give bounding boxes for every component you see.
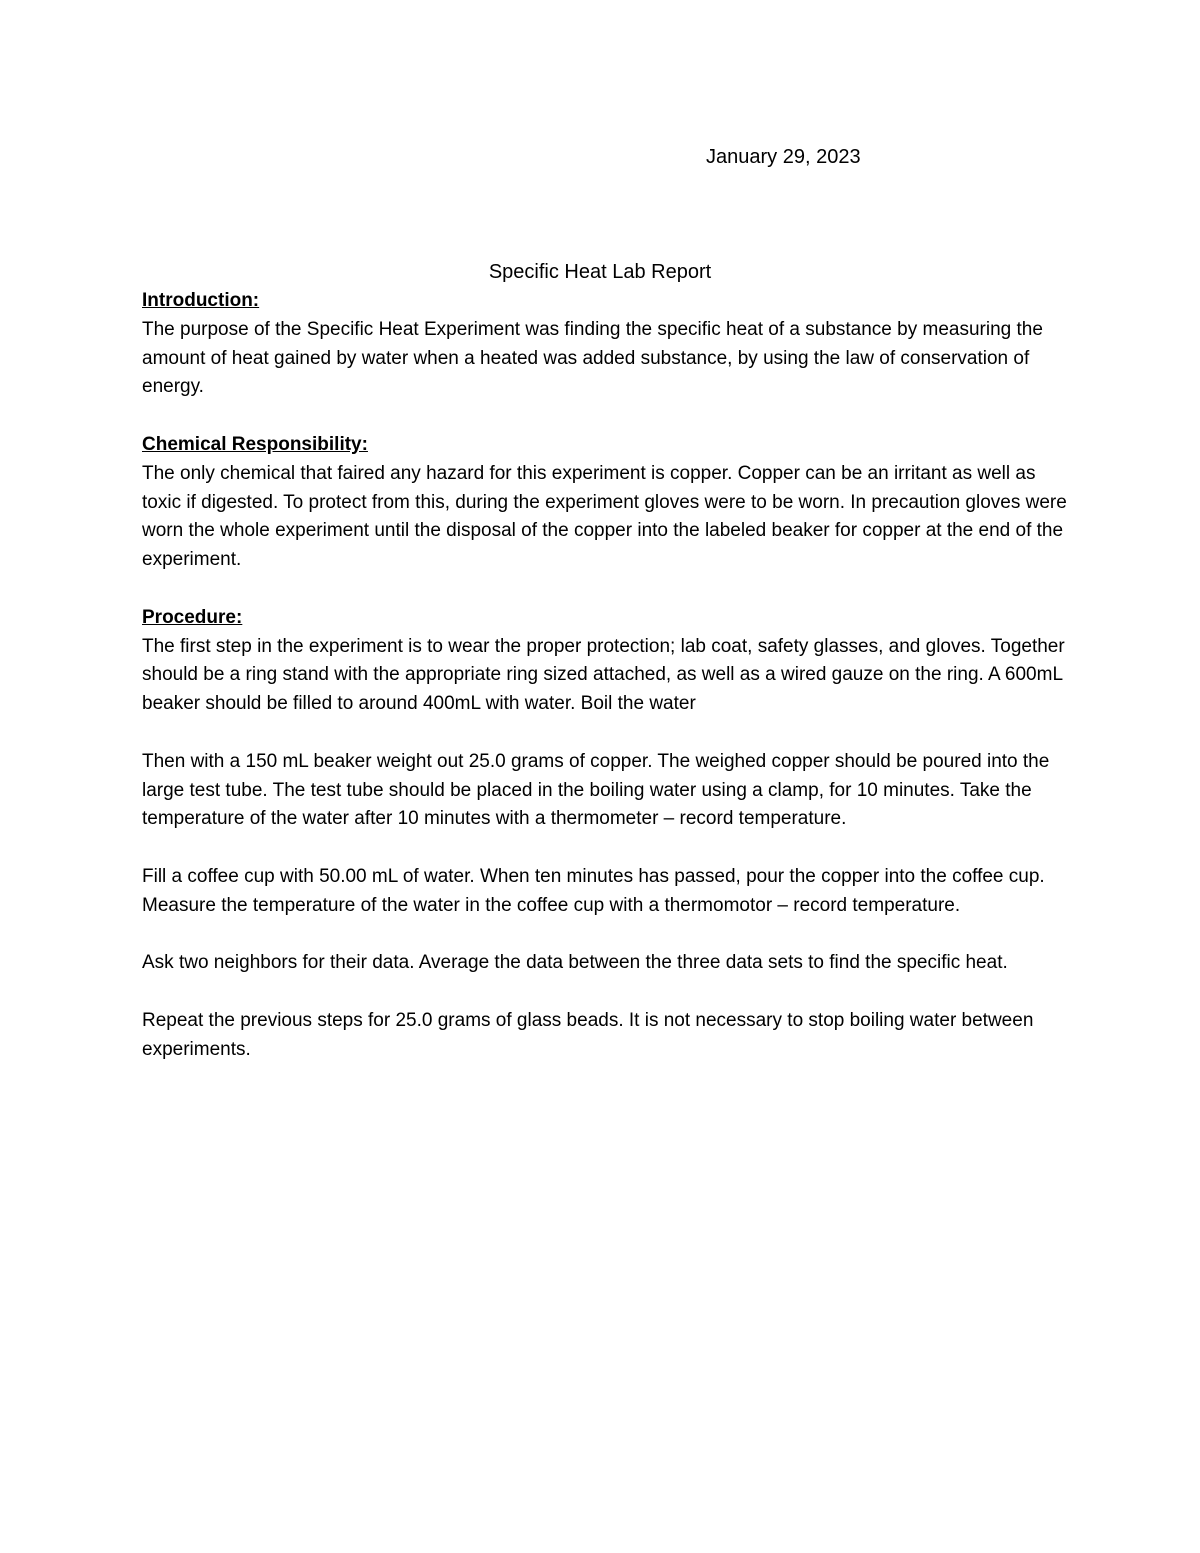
procedure-step-copper: Then with a 150 mL beaker weight out 25.0 grams of copper. The weighed copper should be poured into the large test tube. The test tube should be placed in the boiling water using a clamp, for 10 minutes. Take the temperature of the water after 10 minutes with a thermometer – record temperature. bbox=[142, 750, 1050, 830]
paragraph-spacer bbox=[142, 719, 1072, 748]
introduction-heading: Introduction: bbox=[142, 290, 260, 311]
paragraph-spacer bbox=[142, 921, 1072, 950]
report-body bbox=[142, 287, 1072, 1065]
procedure-step-repeat: Repeat the previous steps for 25.0 grams of glass beads. It is not necessary to stop boiling water between experiments. bbox=[142, 1009, 1034, 1060]
paragraph-spacer bbox=[142, 402, 1072, 431]
paragraph-spacer bbox=[142, 575, 1072, 604]
paragraph-spacer bbox=[142, 834, 1072, 863]
chemical-responsibility-heading: Chemical Responsibility: bbox=[142, 433, 368, 455]
procedure-step-coffee-cup: Fill a coffee cup with 50.00 mL of water. When ten minutes has passed, pour the copper into the coffee cup. Measure the temperature of the water in the coffee cup with a thermomotor – record temperature. bbox=[142, 865, 1045, 916]
procedure-step-average: Ask two neighbors for their data. Average the data between the three data sets to find the specific heat. bbox=[142, 952, 1008, 974]
paragraph-spacer bbox=[142, 978, 1072, 1007]
report-title: Specific Heat Lab Report bbox=[488, 261, 712, 283]
procedure-step-setup: The first step in the experiment is to wear the proper protection; lab coat, safety glasses, and gloves. Together should be a ring stand with the appropriate ring sized attached, as well as a wired gauze on the ring. A 600mL beaker should be filled to around 400mL with water. Boil the water bbox=[142, 635, 1065, 715]
chemical-responsibility-text: The only chemical that faired any hazard for this experiment is copper. Copper can be an irritant as well as toxic if digested. To protect from this, during the experiment gloves were to be worn. In precaution gloves were worn the whole experiment until the disposal of the copper into the labeled beaker for copper at the end of the experiment. bbox=[142, 462, 1067, 571]
procedure-heading: Procedure: bbox=[142, 606, 243, 628]
introduction-text: The purpose of the Specific Heat Experiment was finding the specific heat of a substance by measuring the amount of heat gained by water when a heated was added substance, by using the law of conservation of energy. bbox=[142, 318, 1043, 398]
report-date: January 29, 2023 bbox=[706, 146, 861, 168]
